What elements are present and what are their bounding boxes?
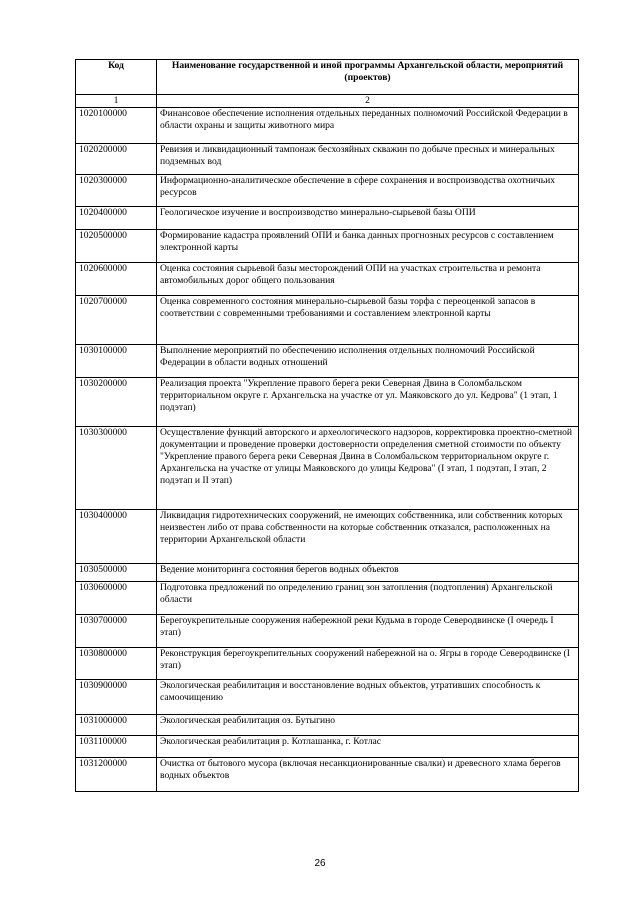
row-name: Финансовое обеспечение исполнения отдельных переданных полномочий Российской Федерации в области охраны и защиты животного мира — [157, 108, 579, 144]
page-number: 26 — [314, 858, 326, 869]
table-row — [76, 582, 579, 615]
row-code: 1030100000 — [76, 345, 157, 378]
row-name: Информационно-аналитическое обеспечение в сфере сохранения и воспроизводства охотничьих ресурсов — [157, 175, 579, 207]
column-number-1: 1 — [76, 95, 157, 108]
table-row — [76, 230, 579, 263]
table-row — [76, 427, 579, 510]
table-row — [76, 615, 579, 648]
row-name: Экологическая реабилитация и восстановление водных объектов, утративших способность к самоочищению — [157, 680, 579, 715]
table-row — [76, 648, 579, 680]
table-row — [76, 108, 579, 144]
row-name: Очистка от бытового мусора (включая несанкционированные свалки) и древесного хлама берегов водных объектов — [157, 758, 579, 792]
row-code: 1031200000 — [76, 758, 157, 792]
row-code: 1020300000 — [76, 175, 157, 207]
row-code: 1030900000 — [76, 680, 157, 715]
row-name: Реконструкция берегоукрепительных сооружений набережной на о. Ягры в городе Северодвинске (I этап) — [157, 648, 579, 680]
column-number-row — [76, 95, 579, 108]
row-name: Оценка состояния сырьевой базы месторождений ОПИ на участках строительства и ремонта автомобильных дорог общего пользования — [157, 263, 579, 296]
column-header-name: Наименование государственной и иной программы Архангельской области, мероприятий (проектов) — [157, 60, 579, 95]
row-code: 1030600000 — [76, 582, 157, 615]
row-name: Подготовка предложений по определению границ зон затопления (подтопления) Архангельской области — [157, 582, 579, 615]
row-code: 1031000000 — [76, 715, 157, 736]
table-row — [76, 564, 579, 582]
table-row — [76, 263, 579, 296]
table-header-row — [76, 60, 579, 95]
row-name: Ликвидация гидротехнических сооружений, не имеющих собственника, или собственник которых неизвестен либо от права собственности на которые собственник отказался, расположенных на территории Архангельской области — [157, 510, 579, 564]
program-codes-table — [75, 59, 579, 792]
row-code: 1030800000 — [76, 648, 157, 680]
row-code: 1030200000 — [76, 378, 157, 427]
table-row — [76, 715, 579, 736]
row-name: Реализация проекта "Укрепление правого берега реки Северная Двина в Соломбальском территориальном округе г. Архангельска на участке от ул. Маяковского до ул. Кедрова" (1 этап, 1 подэтап) — [157, 378, 579, 427]
table-row — [76, 510, 579, 564]
table-row — [76, 207, 579, 230]
row-name: Берегоукрепительные сооружения набережной реки Кудьма в городе Северодвинске (I очередь I этап) — [157, 615, 579, 648]
row-name: Формирование кадастра проявлений ОПИ и банка данных прогнозных ресурсов с составлением электронной карты — [157, 230, 579, 263]
table-row — [76, 680, 579, 715]
row-code: 1020700000 — [76, 296, 157, 345]
column-number-2: 2 — [157, 95, 579, 108]
table-row — [76, 758, 579, 792]
row-code: 1020500000 — [76, 230, 157, 263]
row-code: 1020100000 — [76, 108, 157, 144]
row-code: 1030300000 — [76, 427, 157, 510]
table-row — [76, 296, 579, 345]
row-name: Осуществление функций авторского и археологического надзоров, корректировка проектно-сметной документации и проведение проверки достоверности определения сметной стоимости по объекту "Укрепление правого берега реки Северная Двина в Соломбальском территориальном округе г. Архангельска на участке от улицы Маяковского до улицы Кедрова" (I этап, 1 подэтап, I этап, 2 подэтап и II этап) — [157, 427, 579, 510]
table-row — [76, 345, 579, 378]
row-name: Экологическая реабилитация оз. Бутыгино — [157, 715, 579, 736]
row-name: Экологическая реабилитация р. Котлашанка, г. Котлас — [157, 736, 579, 758]
row-code: 1030700000 — [76, 615, 157, 648]
table-body — [76, 108, 579, 792]
row-code: 1020200000 — [76, 144, 157, 175]
row-name: Ревизия и ликвидационный тампонаж бесхозяйных скважин по добыче пресных и минеральных подземных вод — [157, 144, 579, 175]
row-name: Выполнение мероприятий по обеспечению исполнения отдельных полномочий Российской Федерации в области водных отношений — [157, 345, 579, 378]
row-code: 1031100000 — [76, 736, 157, 758]
row-code: 1030500000 — [76, 564, 157, 582]
column-header-code: Код — [76, 60, 157, 95]
row-name: Геологическое изучение и воспроизводство минерально-сырьевой базы ОПИ — [157, 207, 579, 230]
row-code: 1030400000 — [76, 510, 157, 564]
row-name: Ведение мониторинга состояния берегов водных объектов — [157, 564, 579, 582]
table-row — [76, 736, 579, 758]
table-row — [76, 144, 579, 175]
table-row — [76, 378, 579, 427]
row-code: 1020400000 — [76, 207, 157, 230]
row-name: Оценка современного состояния минерально-сырьевой базы торфа с переоценкой запасов в соответствии с современными требованиями и составлением электронной карты — [157, 296, 579, 345]
table-row — [76, 175, 579, 207]
row-code: 1020600000 — [76, 263, 157, 296]
